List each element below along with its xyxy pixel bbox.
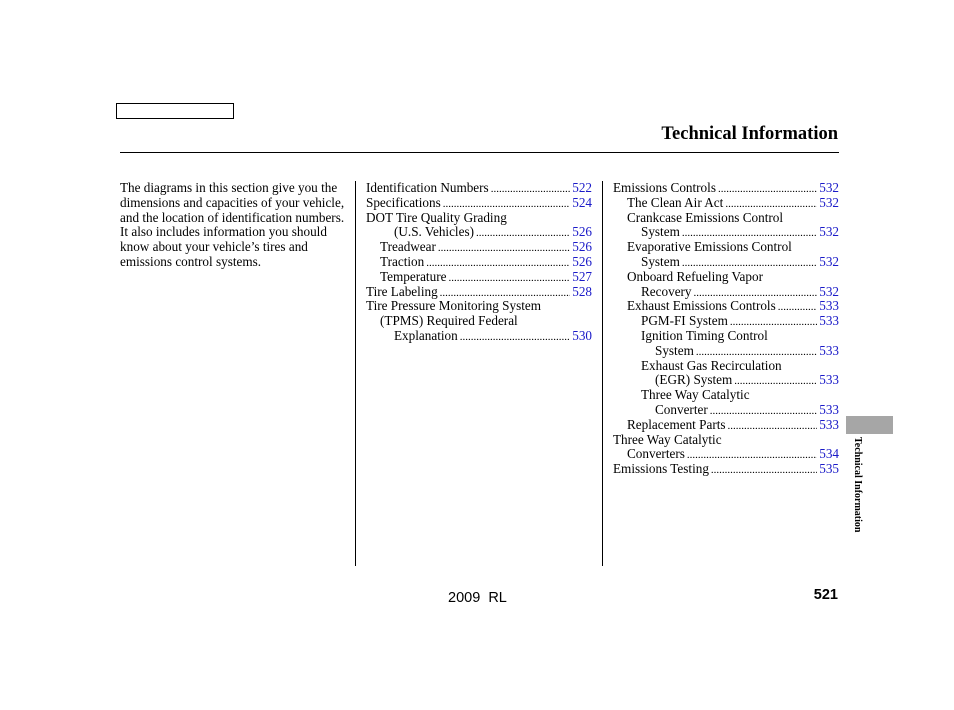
toc-entry-label: Three Way Catalytic (613, 432, 722, 447)
toc-page-link[interactable]: 524 (572, 195, 592, 210)
toc-page-link[interactable]: 534 (819, 447, 839, 462)
toc-entry[interactable] (366, 285, 592, 300)
toc-leader-dots (778, 299, 817, 314)
toc-entry (613, 270, 839, 285)
toc-entry-label: Evaporative Emissions Control (627, 240, 792, 255)
toc-page-link[interactable]: 533 (819, 343, 839, 358)
toc-entry-label: Temperature (380, 269, 447, 284)
toc-entry[interactable] (366, 240, 592, 255)
toc-entry-label: Traction (380, 254, 425, 269)
toc-page-link[interactable]: 526 (572, 240, 592, 255)
toc-page-link[interactable]: 532 (819, 225, 839, 240)
toc-entry[interactable] (613, 403, 839, 418)
toc-leader-dots (687, 447, 817, 462)
toc-entry-label: The Clean Air Act (627, 195, 724, 210)
toc-leader-dots (725, 196, 817, 211)
toc-leader-dots (710, 403, 817, 418)
toc-leader-dots (694, 285, 818, 300)
toc-entry-label: Treadwear (380, 240, 436, 255)
toc-entry[interactable] (366, 270, 592, 285)
toc-entry (613, 388, 839, 403)
toc-entry-label: Replacement Parts (627, 417, 726, 432)
toc-entry-label: Identification Numbers (366, 181, 489, 195)
header-box (116, 103, 234, 119)
toc-entry[interactable] (613, 255, 839, 270)
toc-entry-label: Emissions Testing (613, 462, 709, 477)
toc-page-link[interactable]: 526 (572, 254, 592, 269)
toc-page-link[interactable]: 533 (819, 299, 839, 314)
toc-leader-dots (682, 255, 817, 270)
toc-entry-label: (EGR) System (655, 373, 733, 388)
column-divider-right (602, 181, 603, 566)
toc-entry (613, 329, 839, 344)
toc-entry (366, 299, 592, 314)
toc-entry (366, 314, 592, 329)
toc-entry[interactable] (613, 344, 839, 359)
toc-entry[interactable] (613, 181, 839, 196)
toc-entry-label: DOT Tire Quality Grading (366, 210, 507, 225)
intro-paragraph: The diagrams in this section give you the dimensions and capacities of your vehicle, and the location of identification numbers. It also includes information you should know about your vehicle’s tires and emissions control systems. (120, 180, 345, 269)
toc-leader-dots (730, 314, 817, 329)
toc-entry (613, 433, 839, 448)
toc-entry-label: Specifications (366, 195, 441, 210)
toc-page-link[interactable]: 533 (819, 314, 839, 329)
page-number: 521 (813, 587, 838, 603)
toc-entry[interactable] (613, 285, 839, 300)
section-side-label: Technical Information (852, 437, 863, 533)
toc-page-link[interactable]: 535 (819, 462, 839, 477)
toc-page-link[interactable]: 527 (572, 269, 592, 284)
toc-column-right (613, 181, 839, 477)
toc-entry-label: PGM-FI System (641, 314, 728, 329)
toc-page-link[interactable]: 533 (819, 373, 839, 388)
toc-entry-label: Crankcase Emissions Control (627, 210, 784, 225)
toc-page-link[interactable]: 533 (819, 402, 839, 417)
toc-leader-dots (696, 344, 817, 359)
toc-page-link[interactable]: 532 (819, 195, 839, 210)
toc-page-link[interactable]: 528 (572, 284, 592, 299)
toc-entry-label: Exhaust Emissions Controls (627, 299, 776, 314)
toc-leader-dots (460, 329, 570, 344)
toc-leader-dots (438, 240, 570, 255)
toc-entry (366, 211, 592, 226)
column-divider-left (355, 181, 356, 566)
toc-entry[interactable] (613, 299, 839, 314)
toc-page-link[interactable]: 532 (819, 284, 839, 299)
toc-entry-label: (TPMS) Required Federal (380, 314, 518, 329)
toc-entry[interactable] (613, 418, 839, 433)
toc-leader-dots (448, 270, 570, 285)
toc-entry-label: Three Way Catalytic (641, 388, 750, 403)
footer-model: 2009 RL (448, 590, 507, 606)
toc-entry[interactable] (613, 225, 839, 240)
page-title: Technical Information (661, 124, 838, 144)
toc-entry-label: Exhaust Gas Recirculation (641, 358, 782, 373)
toc-entry[interactable] (366, 255, 592, 270)
toc-column-left (366, 181, 592, 344)
toc-entry-label: System (641, 254, 680, 269)
toc-entry-label: Recovery (641, 284, 692, 299)
toc-entry[interactable] (613, 196, 839, 211)
toc-entry[interactable] (366, 181, 592, 196)
toc-entry-label: Tire Labeling (366, 284, 438, 299)
toc-leader-dots (734, 373, 817, 388)
toc-entry[interactable] (366, 225, 592, 240)
toc-entry[interactable] (613, 314, 839, 329)
toc-entry[interactable] (613, 373, 839, 388)
toc-entry[interactable] (366, 196, 592, 211)
toc-leader-dots (711, 462, 817, 477)
toc-leader-dots (718, 181, 817, 196)
toc-page-link[interactable]: 526 (572, 225, 592, 240)
toc-entry[interactable] (613, 462, 839, 477)
toc-leader-dots (440, 285, 571, 300)
toc-entry-label: Onboard Refueling Vapor (627, 269, 763, 284)
toc-entry-label: Emissions Controls (613, 181, 716, 195)
section-tab[interactable] (846, 416, 893, 434)
toc-entry-label: Explanation (394, 328, 458, 343)
toc-leader-dots (443, 196, 571, 211)
toc-entry-label: System (641, 225, 680, 240)
toc-entry (613, 240, 839, 255)
toc-entry[interactable] (366, 329, 592, 344)
toc-page-link[interactable]: 533 (819, 417, 839, 432)
toc-entry[interactable] (613, 447, 839, 462)
toc-page-link[interactable]: 522 (572, 181, 592, 195)
toc-entry (613, 359, 839, 374)
header-rule (120, 152, 839, 153)
toc-leader-dots (728, 418, 818, 433)
toc-leader-dots (682, 225, 817, 240)
toc-leader-dots (426, 255, 570, 270)
toc-entry-label: Converters (627, 447, 685, 462)
toc-entry-label: Tire Pressure Monitoring System (366, 299, 541, 314)
toc-page-link[interactable]: 532 (819, 181, 839, 195)
toc-page-link[interactable]: 530 (572, 328, 592, 343)
toc-entry-label: Converter (655, 402, 708, 417)
toc-entry-label: Ignition Timing Control (641, 328, 768, 343)
toc-leader-dots (491, 181, 571, 196)
toc-leader-dots (476, 225, 570, 240)
toc-page-link[interactable]: 532 (819, 254, 839, 269)
toc-entry-label: (U.S. Vehicles) (394, 225, 474, 240)
toc-entry (613, 211, 839, 226)
toc-entry-label: System (655, 343, 694, 358)
